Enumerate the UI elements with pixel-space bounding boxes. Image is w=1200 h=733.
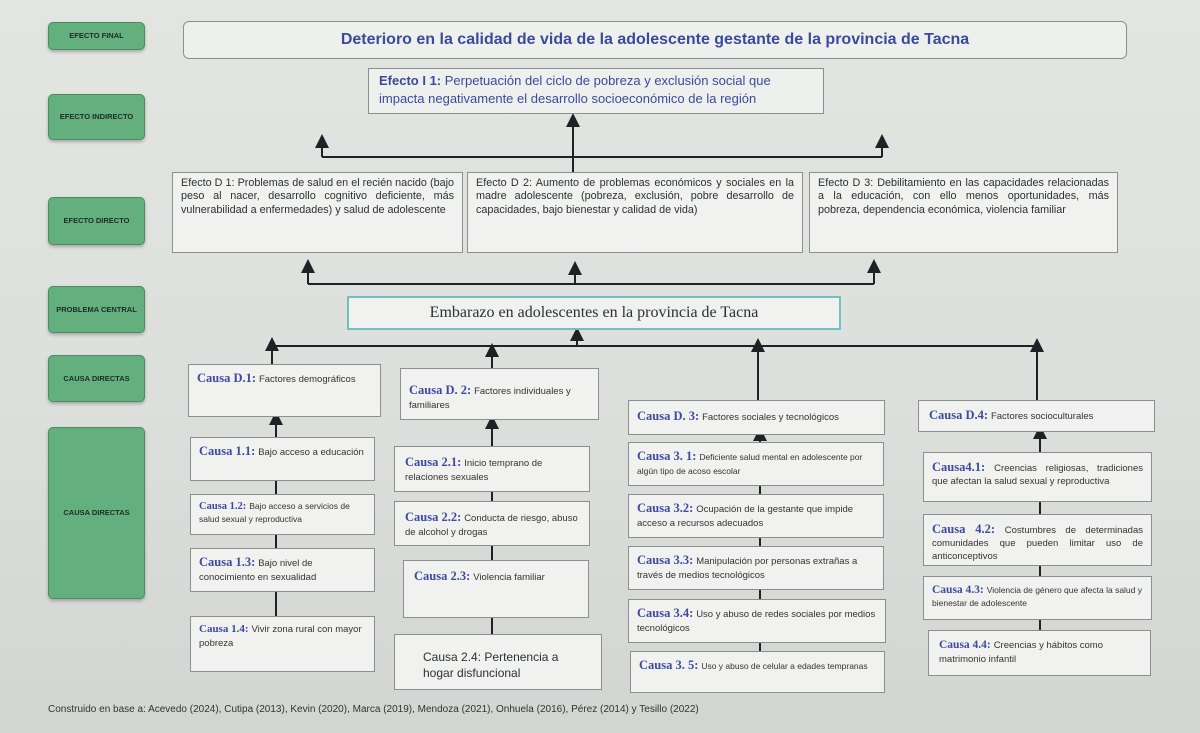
direct-cause-1: [188, 364, 381, 417]
direct-cause-1-text: Factores demográficos: [258, 374, 356, 385]
cause-3-5: [630, 651, 885, 693]
direct-effect-2-text: Aumento de problemas económicos y sociales en la madre adolescente (pobreza, exclusión, pobre desarrollo de capacidades, bajo bienestar y calidad de vida): [476, 177, 795, 216]
cause-3-2-text: Ocupación de la gestante que impide acceso a recursos adecuados: [637, 504, 854, 529]
indirect-effect-box: [368, 68, 824, 114]
direct-cause-4-head: Causa D.4:: [929, 408, 989, 422]
label-indirect-effect: [48, 94, 145, 140]
direct-effect-1-text: Problemas de salud en el recién nacido (bajo peso al nacer, desarrollo cognitivo deficiente, más vulnerabilidad a enfermedades) y salud de adolescente: [181, 177, 454, 216]
direct-cause-2-text: Factores individuales y familiares: [409, 386, 571, 411]
direct-cause-1-head: Causa D.1:: [197, 371, 257, 385]
cause-4-4-text: Creencias y hábitos como matrimonio infantil: [939, 640, 1103, 665]
cause-3-3-text: Manipulación por personas extrañas a través de medios tecnológicos: [637, 556, 858, 581]
cause-3-4-text: Uso y abuso de redes sociales por medios tecnológicos: [637, 609, 876, 634]
cause-1-1-head: Causa 1.1:: [199, 444, 256, 458]
cause-2-1-head: Causa 2.1:: [405, 455, 462, 469]
cause-1-3-text: Bajo nivel de conocimiento en sexualidad: [199, 558, 317, 583]
cause-3-1-head: Causa 3. 1:: [637, 449, 697, 463]
cause-2-3-text: Violencia familiar: [473, 572, 545, 583]
direct-effect-1: [172, 172, 463, 253]
label-direct-effect-text: EFECTO DIRECTO: [63, 216, 130, 226]
cause-1-2: [190, 494, 375, 535]
cause-4-3-head: Causa 4.3:: [932, 584, 984, 596]
direct-cause-3-text: Factores sociales y tecnológicos: [702, 412, 839, 423]
cause-4-1: [923, 452, 1152, 502]
source-footer: Construido en base a: Acevedo (2024), Cutipa (2013), Kevin (2020), Marca (2019), Mendoza (2021), Onhuela (2016), Pérez (2014) y Tesillo (2022): [48, 704, 699, 715]
cause-4-1-head: Causa4.1:: [932, 460, 986, 474]
final-effect-title-text: Deterioro en la calidad de vida de la adolescente gestante de la provincia de Tacna: [340, 31, 970, 48]
direct-cause-2: [400, 368, 599, 420]
cause-3-2: [628, 494, 884, 538]
label-indirect-effect-text: EFECTO INDIRECTO: [59, 112, 134, 122]
label-final-effect: [48, 22, 145, 50]
cause-1-1-text: Bajo acceso a educación: [258, 447, 364, 458]
cause-2-1-text: Inicio temprano de relaciones sexuales: [405, 458, 543, 483]
direct-effect-2: [467, 172, 803, 253]
cause-1-1: [190, 437, 375, 481]
label-central-problem-text: PROBLEMA CENTRAL: [56, 304, 137, 314]
cause-2-4-text: Pertenencia a hogar disfuncional: [423, 650, 559, 681]
cause-1-2-head: Causa 1.2:: [199, 501, 247, 512]
label-central-problem: [48, 286, 145, 333]
cause-3-5-text: Uso y abuso de celular a edades tempranas: [701, 661, 868, 671]
central-problem-box: [347, 296, 841, 330]
cause-4-4: [928, 630, 1151, 676]
cause-2-4-head: Causa 2.4:: [423, 650, 482, 664]
cause-3-1: [628, 442, 884, 486]
direct-effect-3-text: Debilitamiento en las capacidades relacionadas a la educación, con ello menos oportunidades, más pobreza, dependencia económica, violencia familiar: [818, 177, 1110, 216]
label-direct-causes-1-text: CAUSA DIRECTAS: [63, 373, 130, 383]
cause-2-3-head: Causa 2.3:: [414, 569, 471, 583]
label-direct-effect: [48, 197, 145, 245]
cause-4-3-text: Violencia de género que afecta la salud y bienestar de adolescente: [932, 585, 1143, 609]
cause-1-3-head: Causa 1.3:: [199, 555, 256, 569]
cause-4-1-text: Creencias religiosas, tradiciones que afectan la salud sexual y reproductiva: [932, 463, 1143, 487]
cause-4-2-text: Costumbres de determinadas comunidades que pueden limitar uso de anticonceptivos: [932, 525, 1143, 562]
cause-1-4-head: Causa 1.4:: [199, 623, 249, 635]
cause-2-2-text: Conducta de riesgo, abuso de alcohol y drogas: [405, 513, 578, 538]
indirect-effect-text: Perpetuación del ciclo de pobreza y exclusión social que impacta negativamente el desarrollo socioeconómico de la región: [379, 73, 771, 106]
label-direct-causes-2: [48, 427, 145, 599]
cause-3-4: [628, 599, 886, 643]
cause-1-4-text: Vivir zona rural con mayor pobreza: [199, 624, 362, 649]
cause-3-5-head: Causa 3. 5:: [639, 658, 699, 672]
cause-4-2: [923, 514, 1152, 566]
direct-cause-2-head: Causa D. 2:: [409, 383, 472, 397]
direct-cause-3-head: Causa D. 3:: [637, 409, 700, 423]
cause-3-3-head: Causa 3.3:: [637, 553, 694, 567]
cause-2-2-head: Causa 2.2:: [405, 510, 462, 524]
direct-cause-4-text: Factores socioculturales: [990, 411, 1094, 422]
cause-3-2-head: Causa 3.2:: [637, 501, 694, 515]
cause-1-3: [190, 548, 375, 592]
direct-cause-3: [628, 400, 885, 435]
cause-3-4-head: Causa 3.4:: [637, 606, 694, 620]
cause-2-1: [394, 446, 590, 492]
label-final-effect-text: EFECTO FINAL: [69, 31, 124, 41]
cause-4-4-head: Causa 4.4:: [939, 639, 991, 651]
cause-1-4: [190, 616, 375, 672]
direct-effect-1-head: Efecto D 1:: [181, 177, 235, 189]
label-direct-causes-1: [48, 355, 145, 402]
cause-1-2-text: Bajo acceso a servicios de salud sexual y reproductiva: [199, 501, 350, 525]
label-direct-causes-2-text: CAUSA DIRECTAS: [63, 508, 130, 518]
cause-3-1-text: Deficiente salud mental en adolescente por algún tipo de acoso escolar: [637, 452, 863, 476]
cause-2-2: [394, 501, 590, 546]
indirect-effect-head: Efecto I 1:: [379, 73, 442, 88]
direct-effect-3-head: Efecto D 3:: [818, 177, 874, 189]
cause-4-3: [923, 576, 1152, 620]
direct-effect-2-head: Efecto D 2:: [476, 177, 533, 189]
final-effect-title: [183, 21, 1127, 59]
cause-4-2-head: Causa 4.2:: [932, 522, 996, 536]
direct-cause-4: [918, 400, 1155, 432]
cause-2-3: [403, 560, 589, 618]
cause-3-3: [628, 546, 884, 590]
cause-2-4: [394, 634, 602, 690]
central-problem-text: Embarazo en adolescentes en la provincia de Tacna: [429, 304, 759, 321]
direct-effect-3: [809, 172, 1118, 253]
